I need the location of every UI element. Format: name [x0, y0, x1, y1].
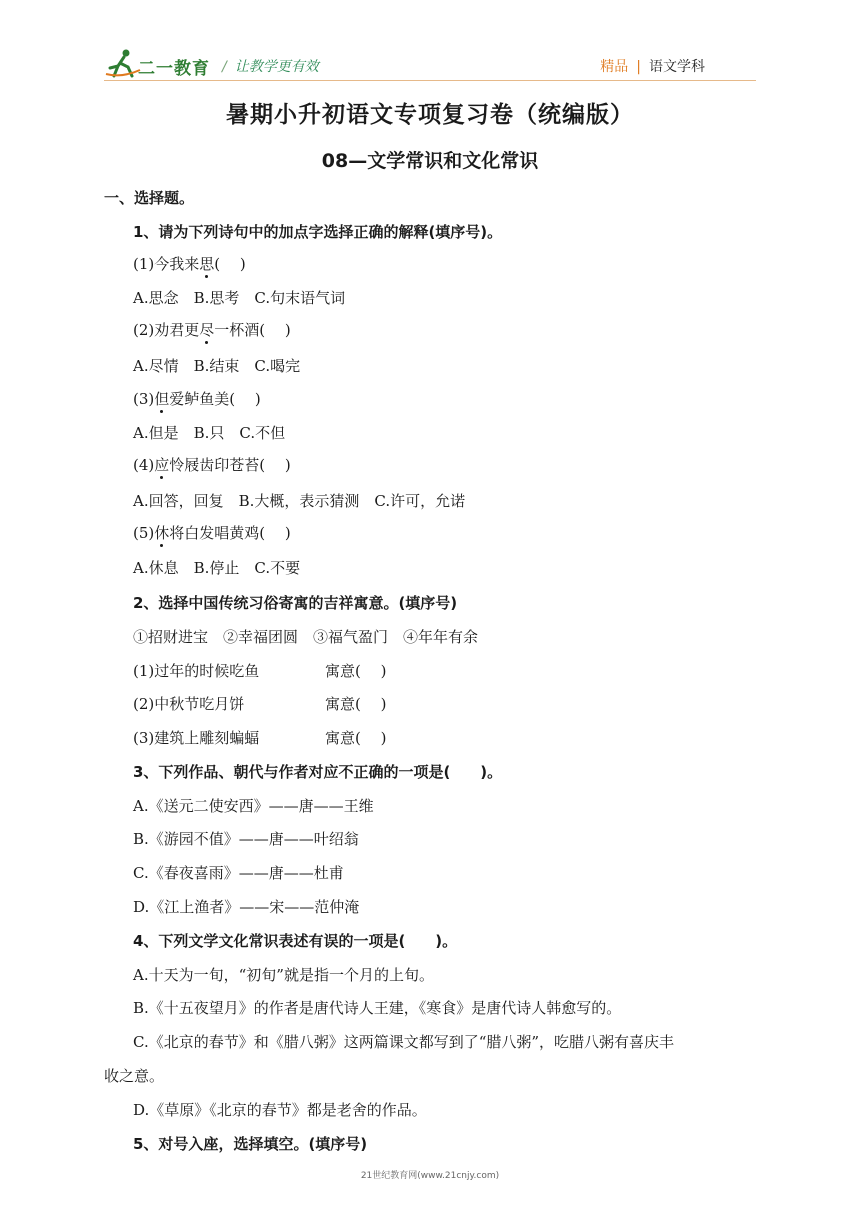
- dotted-char: 尽: [199, 321, 215, 339]
- q2-item-3: (3)建筑上雕刻蝙蝠 寓意( ): [133, 729, 387, 747]
- q5-stem: 5、对号入座，选择填空。(填序号): [133, 1135, 368, 1153]
- header-tag: 精品 | 语文学科: [600, 59, 705, 75]
- q1-item-4-options: A.回答，回复 B.大概，表示猜测 C.许可，允诺: [133, 492, 466, 510]
- q2-choices: ①招财进宝 ②幸福团圆 ③福气盈门 ④年年有余: [133, 628, 479, 646]
- q4-option-c: C.《北京的春节》和《腊八粥》这两篇课文都写到了“腊八粥”，吃腊八粥有喜庆丰: [133, 1033, 675, 1051]
- q3-option-d: D.《江上渔者》——宋——范仲淹: [133, 898, 360, 916]
- q1-item-2: (2)劝君更尽一杯酒( ): [133, 321, 291, 339]
- q3-option-c: C.《春夜喜雨》——唐——杜甫: [133, 864, 344, 882]
- document-title: 暑期小升初语文专项复习卷（统编版）: [226, 102, 634, 128]
- slogan-text: 让教学更有效: [234, 59, 319, 75]
- q1-item-1: (1)今我来思( ): [133, 255, 246, 273]
- q4-option-d: D.《草原》《北京的春节》都是老舍的作品。: [133, 1101, 427, 1119]
- header-divider: [104, 80, 756, 81]
- q4-option-b: B.《十五夜望月》的作者是唐代诗人王建，《寒食》是唐代诗人韩愈写的。: [133, 999, 622, 1017]
- q1-item-5: (5)休将白发唱黄鸡( ): [133, 524, 291, 542]
- q2-item-2: (2)中秋节吃月饼 寓意( ): [133, 695, 387, 713]
- q1-item-5-options: A.休息 B.停止 C.不要: [133, 559, 301, 577]
- runner-logo-icon: [104, 48, 142, 80]
- dotted-char: 但: [154, 390, 170, 408]
- q4-option-a: A.十天为一旬，“初旬”就是指一个月的上旬。: [133, 966, 434, 984]
- quality-tag: 精品: [600, 59, 629, 75]
- header-slogan: / 让教学更有效: [222, 59, 319, 75]
- page-footer: 21世纪教育网(www.21cnjy.com): [360, 1171, 500, 1181]
- subject-label: 语文学科: [649, 59, 705, 75]
- dotted-char: 休: [154, 524, 170, 542]
- q3-option-b: B.《游园不值》——唐——叶绍翁: [133, 830, 359, 848]
- brand-logo: [104, 48, 224, 80]
- q1-item-2-options: A.尽情 B.结束 C.喝完: [133, 357, 301, 375]
- page-header: [0, 0, 860, 90]
- q4-option-c-cont: 收之意。: [104, 1067, 165, 1085]
- q2-stem: 2、选择中国传统习俗寄寓的吉祥寓意。(填序号): [133, 594, 458, 612]
- dotted-char: 思: [199, 255, 215, 273]
- section-heading: 一、选择题。: [104, 189, 195, 207]
- brand-name: 二一教育: [138, 59, 210, 79]
- q1-stem: 1、请为下列诗句中的加点字选择正确的解释(填序号)。: [133, 223, 503, 241]
- q1-item-1-options: A.思念 B.思考 C.句末语气词: [133, 289, 346, 307]
- q2-item-1: (1)过年的时候吃鱼 寓意( ): [133, 662, 387, 680]
- q1-item-3: (3)但爱鲈鱼美( ): [133, 390, 261, 408]
- q3-stem: 3、下列作品、朝代与作者对应不正确的一项是( )。: [133, 763, 503, 781]
- dotted-char: 应: [154, 456, 170, 474]
- q1-item-4: (4)应怜屐齿印苍苔( ): [133, 456, 291, 474]
- document-subtitle: 08—文学常识和文化常识: [321, 150, 539, 172]
- q4-stem: 4、下列文学文化常识表述有误的一项是( )。: [133, 932, 458, 950]
- q3-option-a: A.《送元二使安西》——唐——王维: [133, 797, 374, 815]
- q1-item-3-options: A.但是 B.只 C.不但: [133, 424, 286, 442]
